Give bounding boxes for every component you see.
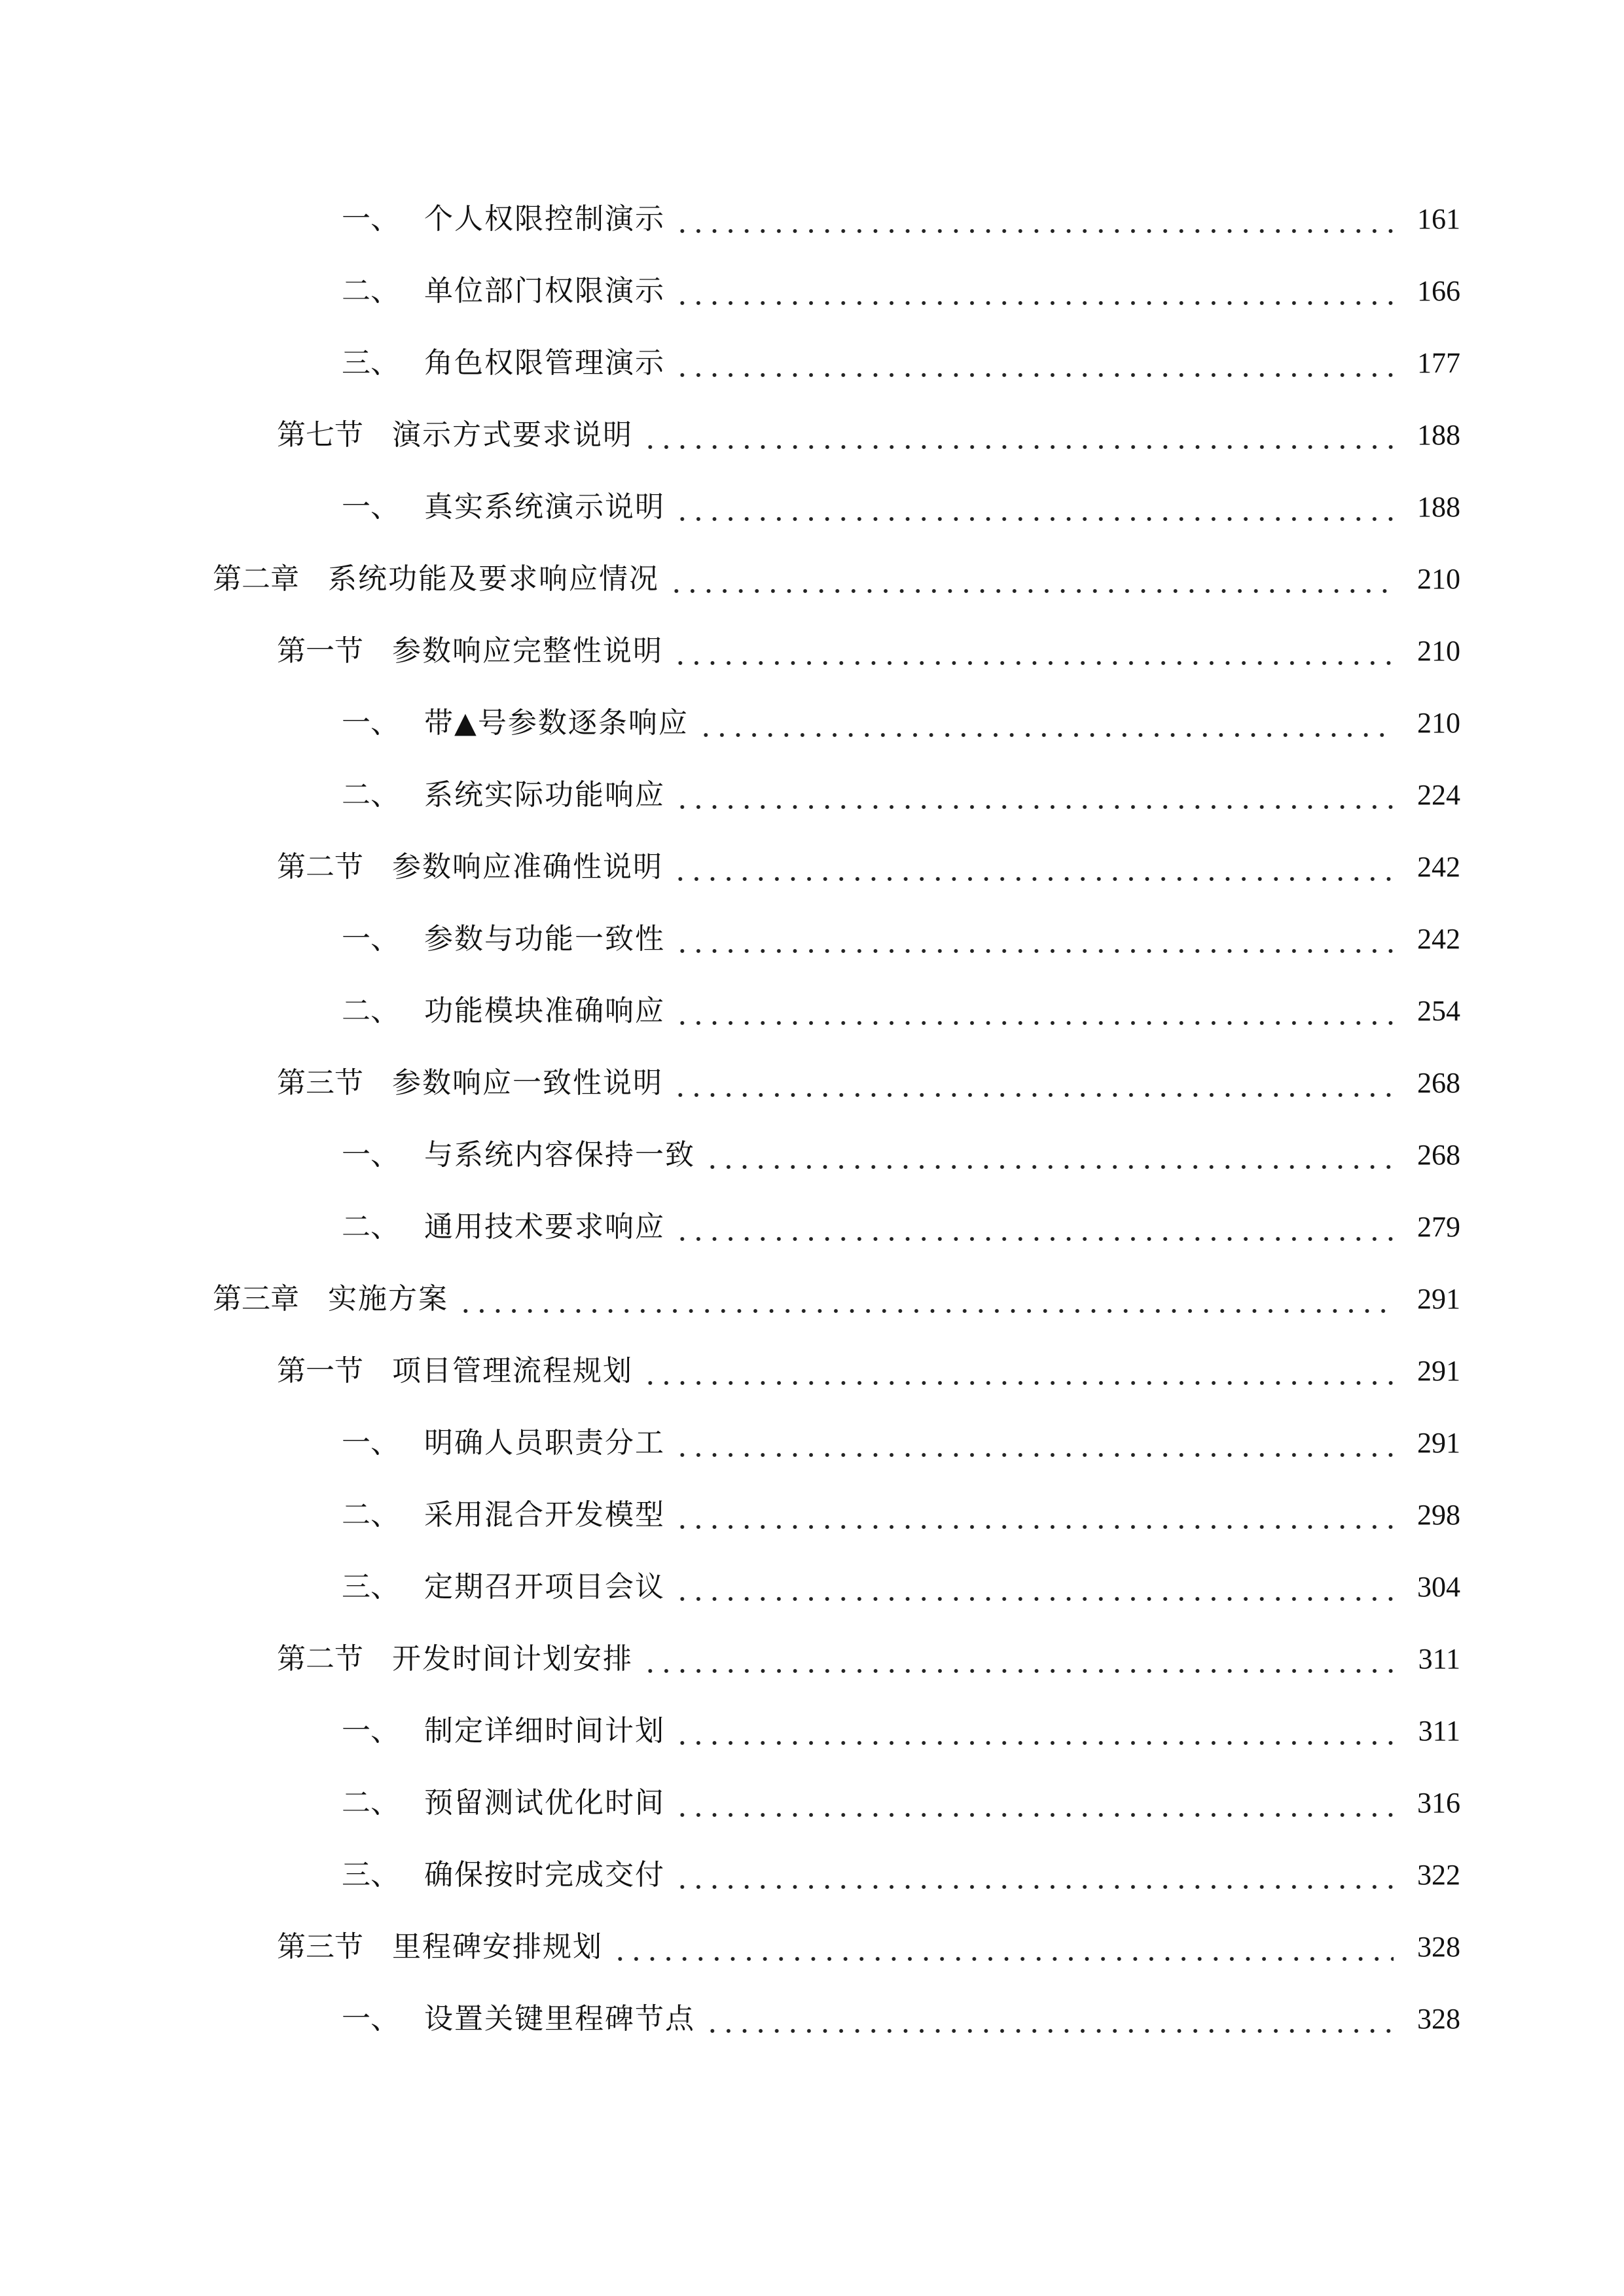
dot-leader bbox=[458, 1273, 1394, 1325]
dot-leader bbox=[674, 1489, 1394, 1541]
toc-entry[interactable] bbox=[342, 769, 1460, 821]
toc-entry-number: 三、 bbox=[342, 346, 399, 380]
toc-entry-title: 系统实际功能响应 bbox=[424, 778, 665, 812]
toc-entry-number: 一、 bbox=[342, 490, 399, 524]
toc-entry-page: 177 bbox=[1417, 347, 1460, 379]
toc-entry-number: 三、 bbox=[342, 1858, 399, 1892]
toc-entry-title: 采用混合开发模型 bbox=[424, 1498, 665, 1532]
toc-entry-page: 279 bbox=[1417, 1211, 1460, 1243]
toc-entry-page: 188 bbox=[1417, 419, 1460, 451]
dot-leader bbox=[672, 625, 1394, 677]
toc-entry[interactable] bbox=[342, 1849, 1460, 1901]
dot-leader bbox=[674, 1705, 1394, 1757]
toc-entry[interactable] bbox=[342, 913, 1460, 965]
toc-entry-title: 设置关键里程碑节点 bbox=[424, 2002, 695, 2036]
toc-entry[interactable] bbox=[342, 697, 1460, 749]
toc-entry-page: 291 bbox=[1417, 1283, 1460, 1315]
toc-entry-page: 322 bbox=[1417, 1859, 1460, 1891]
toc-entry-title: 系统功能及要求响应情况 bbox=[328, 562, 659, 596]
toc-entry-page: 188 bbox=[1417, 491, 1460, 523]
toc-entry[interactable] bbox=[342, 1561, 1460, 1613]
toc-entry[interactable] bbox=[342, 481, 1460, 533]
toc-entry-title: 参数响应一致性说明 bbox=[392, 1066, 663, 1100]
toc-entry[interactable] bbox=[342, 1489, 1460, 1541]
toc-entry-title: 功能模块准确响应 bbox=[424, 994, 665, 1028]
toc-entry-page: 268 bbox=[1417, 1067, 1460, 1099]
toc-entry-number: 一、 bbox=[342, 1714, 399, 1748]
toc-entry-page: 304 bbox=[1417, 1571, 1460, 1603]
toc-entry-page: 268 bbox=[1417, 1139, 1460, 1171]
toc-entry-page: 210 bbox=[1417, 563, 1460, 595]
toc-entry-number: 二、 bbox=[342, 1786, 399, 1820]
toc-entry-number: 第三章 bbox=[213, 1282, 299, 1316]
dot-leader bbox=[674, 1201, 1394, 1253]
toc-entry-number: 二、 bbox=[342, 994, 399, 1028]
toc-entry-number: 第七节 bbox=[277, 418, 363, 452]
toc-entry-page: 161 bbox=[1417, 203, 1460, 235]
toc-entry-title: 个人权限控制演示 bbox=[424, 202, 665, 236]
dot-leader bbox=[674, 913, 1394, 965]
toc-chapter-entry[interactable] bbox=[213, 553, 1460, 605]
toc-entry-number: 一、 bbox=[342, 706, 399, 740]
toc-entry-title: 明确人员职责分工 bbox=[424, 1426, 665, 1460]
toc-entry-number: 第二节 bbox=[277, 850, 363, 884]
toc-entry[interactable] bbox=[342, 985, 1460, 1037]
toc-entry-number: 一、 bbox=[342, 1426, 399, 1460]
toc-section-entry[interactable] bbox=[277, 409, 1460, 461]
dot-leader bbox=[612, 1921, 1394, 1973]
toc-entry-number: 第三节 bbox=[277, 1066, 363, 1100]
toc-entry-title: 里程碑安排规划 bbox=[392, 1930, 603, 1964]
dot-leader bbox=[674, 1777, 1394, 1829]
toc-section-entry[interactable] bbox=[277, 625, 1460, 677]
toc-entry-page: 210 bbox=[1417, 635, 1460, 667]
toc-entry-number: 一、 bbox=[342, 2002, 399, 2036]
toc-section-entry[interactable] bbox=[277, 1057, 1460, 1109]
toc-entry-number: 第二节 bbox=[277, 1642, 363, 1676]
toc-entry-page: 316 bbox=[1417, 1787, 1460, 1819]
toc-entry-number: 三、 bbox=[342, 1570, 399, 1604]
toc-entry-title: 预留测试优化时间 bbox=[424, 1786, 665, 1820]
dot-leader bbox=[642, 1345, 1394, 1397]
toc-entry-title: 定期召开项目会议 bbox=[424, 1570, 665, 1604]
toc-entry[interactable] bbox=[342, 337, 1460, 389]
dot-leader bbox=[674, 1417, 1394, 1469]
toc-entry-number: 二、 bbox=[342, 1210, 399, 1244]
dot-leader bbox=[704, 1993, 1394, 2045]
toc-entry-title: 参数响应准确性说明 bbox=[392, 850, 663, 884]
toc-entry[interactable] bbox=[342, 1993, 1460, 2045]
toc-entry-title: 单位部门权限演示 bbox=[424, 274, 665, 308]
dot-leader bbox=[672, 841, 1394, 893]
toc-entry-title: 制定详细时间计划 bbox=[424, 1714, 665, 1748]
toc-entry-page: 242 bbox=[1417, 851, 1460, 883]
toc-entry-page: 210 bbox=[1417, 707, 1460, 739]
toc-entry-number: 第一节 bbox=[277, 634, 363, 668]
toc-entry-title: 开发时间计划安排 bbox=[392, 1642, 633, 1676]
dot-leader bbox=[698, 697, 1394, 749]
toc-entry-page: 224 bbox=[1417, 779, 1460, 811]
toc-entry-page: 298 bbox=[1417, 1499, 1460, 1531]
toc-entry-number: 二、 bbox=[342, 274, 399, 308]
toc-entry-title: 确保按时完成交付 bbox=[424, 1858, 665, 1892]
toc-entry[interactable] bbox=[342, 265, 1460, 317]
toc-entry-page: 311 bbox=[1418, 1643, 1460, 1675]
dot-leader bbox=[672, 1057, 1394, 1109]
dot-leader bbox=[674, 481, 1394, 533]
toc-section-entry[interactable] bbox=[277, 1633, 1460, 1685]
dot-leader bbox=[674, 265, 1394, 317]
toc-entry-title: 与系统内容保持一致 bbox=[424, 1138, 695, 1172]
toc-entry[interactable] bbox=[342, 1777, 1460, 1829]
toc-entry-page: 328 bbox=[1417, 2003, 1460, 2035]
toc-entry-title: 项目管理流程规划 bbox=[392, 1354, 633, 1388]
toc-entry[interactable] bbox=[342, 1201, 1460, 1253]
dot-leader bbox=[674, 985, 1394, 1037]
dot-leader bbox=[642, 1633, 1394, 1685]
toc-section-entry[interactable] bbox=[277, 841, 1460, 893]
toc-entry-title: 参数与功能一致性 bbox=[424, 922, 665, 956]
toc-entry-page: 328 bbox=[1417, 1931, 1460, 1963]
toc-entry-title: 角色权限管理演示 bbox=[424, 346, 665, 380]
toc-entry-title: 真实系统演示说明 bbox=[424, 490, 665, 524]
toc-entry-title: 演示方式要求说明 bbox=[392, 418, 633, 452]
dot-leader bbox=[668, 553, 1394, 605]
toc-entry-title: 参数响应完整性说明 bbox=[392, 634, 663, 668]
toc-entry-page: 291 bbox=[1417, 1355, 1460, 1387]
dot-leader bbox=[674, 769, 1394, 821]
toc-entry-number: 一、 bbox=[342, 922, 399, 956]
dot-leader bbox=[674, 193, 1394, 245]
toc-entry-number: 第一节 bbox=[277, 1354, 363, 1388]
toc-entry-number: 第二章 bbox=[213, 562, 299, 596]
toc-entry-number: 二、 bbox=[342, 1498, 399, 1532]
toc-entry-title: 通用技术要求响应 bbox=[424, 1210, 665, 1244]
dot-leader bbox=[642, 409, 1394, 461]
toc-section-entry[interactable] bbox=[277, 1345, 1460, 1397]
toc-entry-number: 二、 bbox=[342, 778, 399, 812]
toc-entry-page: 311 bbox=[1418, 1715, 1460, 1747]
toc-entry[interactable] bbox=[342, 1129, 1460, 1181]
toc-entry-number: 一、 bbox=[342, 202, 399, 236]
dot-leader bbox=[674, 1849, 1394, 1901]
toc-entry-number: 第三节 bbox=[277, 1930, 363, 1964]
toc-entry-page: 254 bbox=[1417, 995, 1460, 1027]
toc-entry-title: 实施方案 bbox=[328, 1282, 448, 1316]
dot-leader bbox=[704, 1129, 1394, 1181]
dot-leader bbox=[674, 337, 1394, 389]
toc-entry[interactable] bbox=[342, 193, 1460, 245]
dot-leader bbox=[674, 1561, 1394, 1613]
toc-section-entry[interactable] bbox=[277, 1921, 1460, 1973]
toc-entry-page: 166 bbox=[1417, 275, 1460, 307]
toc-entry-number: 一、 bbox=[342, 1138, 399, 1172]
toc-entry[interactable] bbox=[342, 1705, 1460, 1757]
toc-entry-page: 242 bbox=[1417, 923, 1460, 955]
toc-chapter-entry[interactable] bbox=[213, 1273, 1460, 1325]
toc-entry-title: 带▲号参数逐条响应 bbox=[424, 706, 689, 740]
toc-entry-page: 291 bbox=[1417, 1427, 1460, 1459]
toc-entry[interactable] bbox=[342, 1417, 1460, 1469]
